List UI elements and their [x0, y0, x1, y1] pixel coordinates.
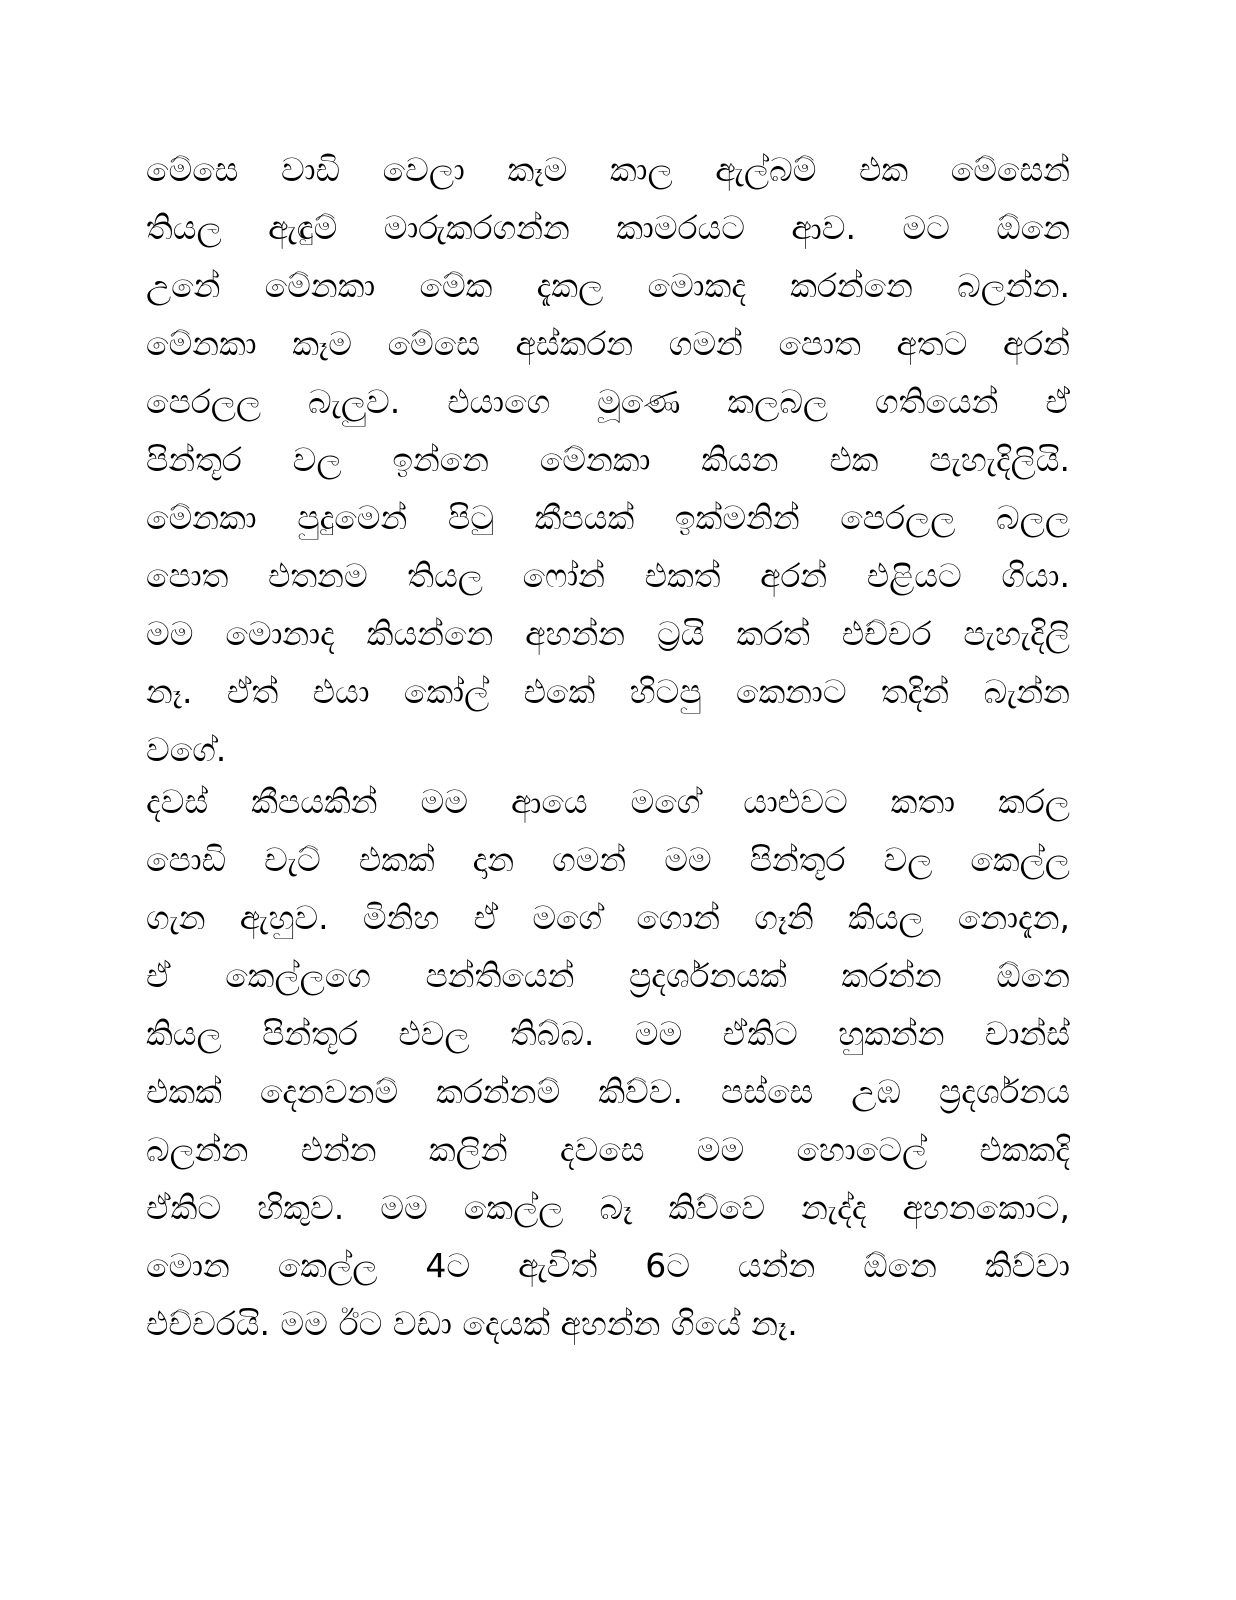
- paragraph-line: මේනකා කෑම මේසෙ අස්කරන ගමන් පොත අතට අරන්: [146, 324, 1070, 363]
- paragraph-line: පොත එතනම තියල ෆෝන් එකත් අරන් එළියට ගියා.: [146, 556, 1070, 595]
- paragraph-line: මම මොනාද කියන්නෙ අහන්න ට්‍රයි කරත් එච්චර පැහැදිලි: [146, 614, 1070, 653]
- paragraph-1: [146, 141, 1070, 779]
- paragraph-2: [146, 773, 1070, 1353]
- paragraph-line: මේනකා පුදුමෙන් පිටු කීපයක් ඉක්මනින් පෙරලල බලල: [146, 498, 1070, 537]
- paragraph-line: එච්චරයි. මම ඊට වඩා දෙයක් අහන්න ගියේ නෑ.: [146, 1304, 798, 1343]
- paragraph-line: කියල පින්තූර එවල තිබ්බ. මම ඒකිට හුකන්න චාන්ස්: [146, 1014, 1070, 1053]
- paragraph-line: එකක් දෙනවනම් කරන්නම් කිව්ව. පස්සෙ උඹ ප්‍රදර්ශනය: [146, 1072, 1070, 1111]
- paragraph-line: බලන්න එන්න කලින් දවසෙ මම හොටෙල් එකකදි: [146, 1130, 1070, 1169]
- paragraph-line: වගේ.: [146, 730, 227, 769]
- paragraph-line: පොඩි චැට් එකක් දාන ගමන් මම පින්තූර වල කෙල්ල: [146, 840, 1070, 879]
- paragraph-line: උනේ මේනකා මේක දැකල මොකද කරන්නෙ බලන්න.: [146, 266, 1070, 305]
- paragraph-line: ඒ කෙල්ලගෙ පන්තියෙන් ප්‍රදර්ශනයක් කරන්න ඕනෙ: [146, 956, 1070, 995]
- paragraph-line: පෙරලල බැලුව. එයාගෙ මූණෙ කලබල ගතියෙන් ඒ: [146, 382, 1070, 421]
- paragraph-line: පින්තූර වල ඉන්නෙ මේනකා කියන එක පැහැදිලියි.: [146, 440, 1070, 479]
- paragraph-line: මොන කෙල්ල 4ට ඇවිත් 6ට යන්න ඕනෙ කිව්වා: [146, 1246, 1070, 1285]
- paragraph-line: තියල ඇඳුම් මාරුකරගන්න කාමරයට ආව. මට ඕනෙ: [146, 208, 1070, 247]
- paragraph-line: ගැන ඇහුව. මිනිහ ඒ මගේ ගොන් ගෑනි කියල නොදැන,: [146, 898, 1070, 937]
- paragraph-line: නෑ. ඒත් එයා කෝල් එකේ හිටපු කෙනාට තදින් බැන්න: [146, 672, 1070, 711]
- paragraph-line: ඒකිට හිකුව. මම කෙල්ල බෑ කිව්වෙ නැද්ද අහනකොට,: [146, 1188, 1070, 1227]
- paragraph-line: දවස් කීපයකින් මම ආයෙ මගේ යාළුවට කතා කරල: [146, 782, 1070, 821]
- paragraph-line: මේසෙ වාඩි වෙලා කෑම කාල ඇල්බම් එක මේසෙන්: [146, 150, 1070, 189]
